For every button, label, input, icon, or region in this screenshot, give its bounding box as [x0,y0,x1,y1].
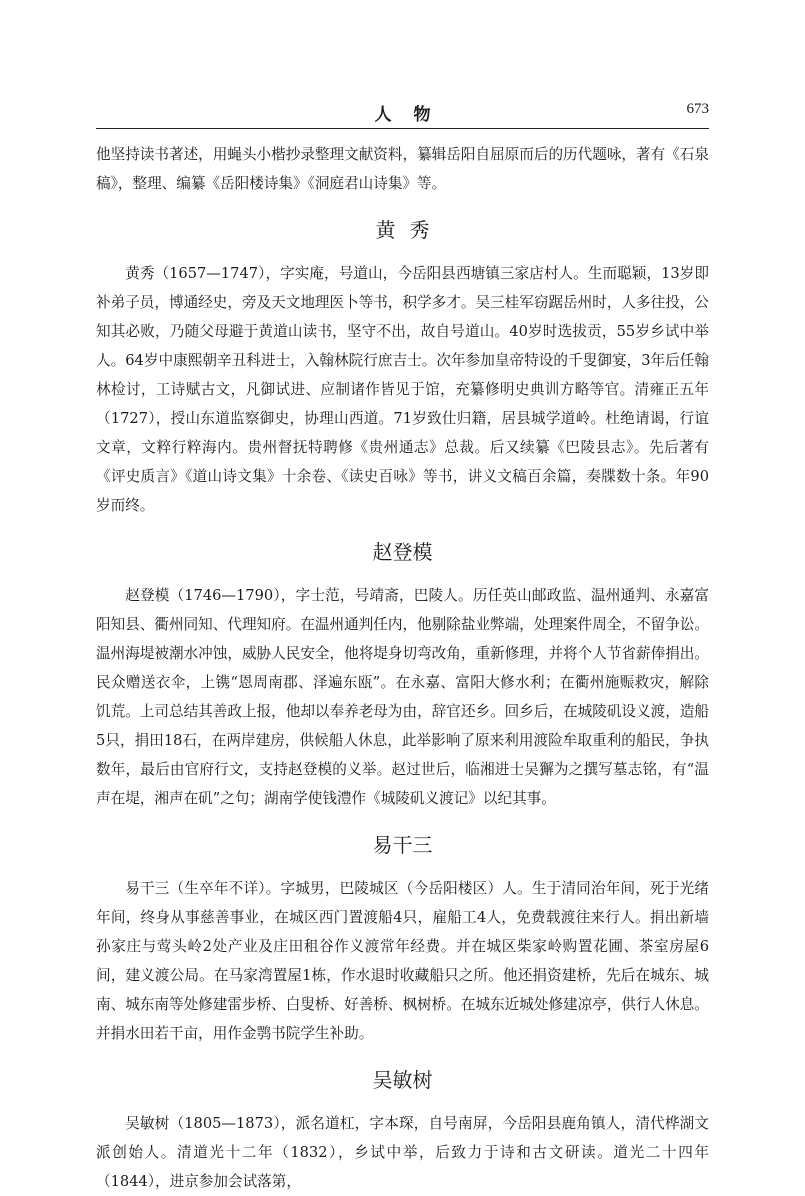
header-title: 人物 [374,105,453,125]
section-title-huang-xiu: 黄秀 [375,218,444,242]
section-title-zhao-dengmo: 赵登模 [372,540,433,564]
bio-paragraph-wu-minshu: 吴敏树（1805—1873），派名道杠，字本琛，自号南屏，今岳阳县鹿角镇人，清代桦湖文派创始人。清道光十二年（1832），乡试中举，后致力于诗和古文研读。道光二十四年（1844），进京参加会试落第， [96,1115,709,1190]
section-title-yi-gansan: 易干三 [372,833,433,857]
continuation-paragraph: 他坚持读书著述，用蝇头小楷抄录整理文献资料，纂辑岳阳自屈原而后的历代题咏，著有《石泉稿》，整理、编纂《岳阳楼诗集》《洞庭君山诗集》等。 [96,146,709,192]
bio-paragraph-zhao-dengmo: 赵登模（1746—1790），字士范，号靖斋，巴陵人。历任英山邮政监、温州通判、永嘉富阳知县、衢州同知、代理知府。在温州通判任内，他剔除盐业弊端，处理案件周全，不留争讼。温州海堤被潮水冲蚀，威胁人民安全，他将堤身切弯改角，重新修理，并将个人节省薪俸捐出。民众赠送衣伞，上镌“恩周南郡、泽遍东瓯”。在永嘉、富阳大修水利；在衢州施赈救灾，解除饥荒。上司总结其善政上报，他却以奉养老母为由，辞官还乡。回乡后，在城陵矶设义渡，造船5只，捐田18石，在两岸建房，供候船人休息，此举影响了原来利用渡险牟取重利的船民，争执数年，最后由官府行文，支持赵登模的义举。赵过世后，临湘进士吴獬为之撰写墓志铭，有“温声在堤，湘声在矶”之句；湖南学使钱澧作《城陵矶义渡记》以纪其事。 [96,587,709,807]
page-body [96,140,709,1196]
bio-paragraph-yi-gansan: 易干三（生卒年不详）。字城男，巴陵城区（今岳阳楼区）人。生于清同治年间，死于光绪年间，终身从事慈善事业，在城区西门置渡船4只，雇船工4人，免费载渡往来行人。捐出新墙孙家庄与莺头岭2处产业及庄田租谷作义渡常年经费。并在城区柴家岭购置花圃、茶室房屋6间，建义渡公局。在马家湾置屋1栋，作水退时收藏船只之所。他还捐资建桥，先后在城东、城南、城东南等处修建雷步桥、白叟桥、好善桥、枫树桥。在城东近城处修建凉亭，供行人休息。并捐水田若干亩，用作金鹗书院学生补助。 [96,880,709,1042]
bio-paragraph-huang-xiu: 黄秀（1657—1747），字实庵，号道山，今岳阳县西塘镇三家店村人。生而聪颖，13岁即补弟子员，博通经史，旁及天文地理医卜等书，积学多才。吴三桂军窃踞岳州时，人多往投，公知其必败，乃随父母避于黄道山读书，坚守不出，故自号道山。40岁时选拔贡，55岁乡试中举人。64岁中康熙朝辛丑科进士，入翰林院行庶吉士。次年参加皇帝特设的千叟御宴，3年后任翰林检讨，工诗赋古文，凡御试进、应制诸作皆见于馆，充纂修明史典训方略等官。清雍正五年（1727），授山东道监察御史，协理山西道。71岁致仕归籍，居县城学道岭。杜绝请谒，行谊文章，文粹行粹海内。贵州督抚特聘修《贵州通志》总裁。后又续纂《巴陵县志》。先后著有《评史质言》《道山诗文集》十余卷、《读史百咏》等书，讲义文稿百余篇，奏牒数十条。年90岁而终。 [96,265,709,514]
page-number: 673 [686,101,709,117]
running-header [96,96,709,124]
header-rule [96,128,709,129]
section-title-wu-minshu: 吴敏树 [372,1068,433,1092]
